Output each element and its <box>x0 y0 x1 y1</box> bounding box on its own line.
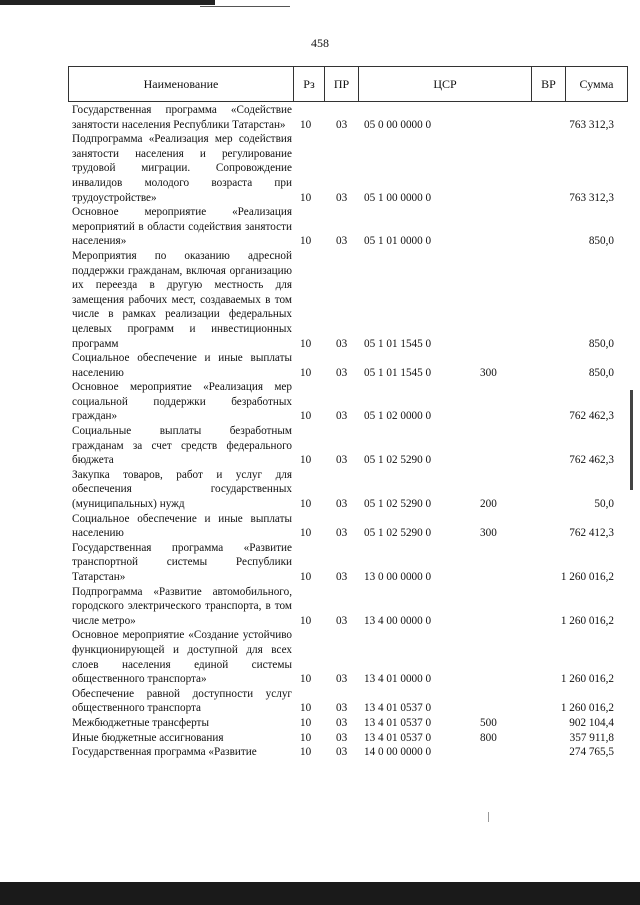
row-rz: 10 <box>300 673 312 686</box>
row-csr: 05 1 02 0000 0 <box>364 410 432 423</box>
row-sum: 762 462,3 <box>569 410 614 423</box>
row-rz: 10 <box>300 337 312 350</box>
row-csr: 13 4 01 0537 0 <box>364 716 432 729</box>
scan-border-top <box>0 0 215 5</box>
row-vr: 300 <box>480 366 497 379</box>
row-pr: 03 <box>336 673 348 686</box>
table-row <box>72 745 622 760</box>
table-row <box>72 468 622 512</box>
row-csr: 13 4 01 0000 0 <box>364 673 432 686</box>
row-vr: 800 <box>480 731 497 744</box>
row-name: Подпрограмма «Развитие автомобильного, городского электрического транспорта, в том числе метро» <box>72 585 292 627</box>
row-name: Основное мероприятие «Создание устойчиво функционирующей и доступной для всех слоев населения единой системы общественного транспорта» <box>72 629 292 686</box>
row-rz: 10 <box>300 454 312 467</box>
page-number: 458 <box>311 36 329 50</box>
row-csr: 13 4 01 0537 0 <box>364 731 432 744</box>
row-pr: 03 <box>336 191 348 204</box>
row-sum: 850,0 <box>588 235 614 248</box>
row-pr: 03 <box>336 410 348 423</box>
scan-border-right <box>630 390 633 490</box>
row-pr: 03 <box>336 702 348 715</box>
row-rz: 10 <box>300 366 312 379</box>
row-sum: 850,0 <box>588 337 614 350</box>
row-vr: 500 <box>480 716 497 729</box>
row-pr: 03 <box>336 571 348 583</box>
row-csr: 05 1 02 5290 0 <box>364 527 432 540</box>
row-name: Социальное обеспечение и иные выплаты населению <box>72 352 292 379</box>
row-name: Основное мероприятие «Реализация мероприятий в области содействия занятости населения» <box>72 206 292 248</box>
row-pr: 03 <box>336 454 348 467</box>
table-row <box>72 541 622 585</box>
row-pr: 03 <box>336 731 348 744</box>
row-name: Социальные выплаты безработным гражданам за счет средств федерального бюджета <box>72 425 292 467</box>
table-row <box>72 205 622 249</box>
row-sum: 762 462,3 <box>569 454 614 467</box>
row-csr: 14 0 00 0000 0 <box>364 746 432 759</box>
row-csr: 05 1 01 1545 0 <box>364 366 432 379</box>
row-name: Мероприятия по оказанию адресной поддержки гражданам, включая организацию их переезда в другую местность для замещения рабочих мест, создаваемых в том числе в рамках реализации федеральных целевых программ и инвестиционных программ <box>72 249 292 350</box>
row-csr: 05 1 01 0000 0 <box>364 235 432 248</box>
row-name: Иные бюджетные ассигнования <box>72 731 224 744</box>
table-row <box>72 585 622 629</box>
row-sum: 762 412,3 <box>569 527 614 540</box>
table-header <box>68 66 628 102</box>
row-csr: 05 1 00 0000 0 <box>364 191 432 204</box>
scan-border-bottom <box>0 882 640 905</box>
table-row <box>72 351 622 380</box>
row-pr: 03 <box>336 614 348 627</box>
header-name: Наименование <box>69 67 294 101</box>
row-name: Государственная программа «Развитие <box>72 746 257 759</box>
row-sum: 763 312,3 <box>569 191 614 204</box>
header-vr: ВР <box>532 67 566 101</box>
row-name: Подпрограмма «Реализация мер содействия занятости населения и регулирование трудовой миграции. Сопровождение инвалидов молодого возраста при трудоустройстве» <box>72 133 292 204</box>
row-sum: 1 260 016,2 <box>560 614 614 627</box>
row-pr: 03 <box>336 337 348 350</box>
row-rz: 10 <box>300 614 312 627</box>
table-row <box>72 716 622 731</box>
row-pr: 03 <box>336 118 348 131</box>
row-pr: 03 <box>336 366 348 379</box>
row-csr: 05 1 02 5290 0 <box>364 498 432 511</box>
row-rz: 10 <box>300 498 312 511</box>
row-name: Государственная программа «Развитие транспортной системы Республики Татарстан» <box>72 541 292 583</box>
scan-mark <box>488 812 489 822</box>
header-sum: Сумма <box>579 76 614 91</box>
row-sum: 1 260 016,2 <box>560 673 614 686</box>
table-row <box>72 380 622 424</box>
row-sum: 1 260 016,2 <box>560 571 614 583</box>
table-row <box>72 103 622 132</box>
table-row <box>72 731 622 746</box>
row-pr: 03 <box>336 716 348 729</box>
row-rz: 10 <box>300 191 312 204</box>
row-sum: 50,0 <box>594 498 614 511</box>
table-row <box>72 628 622 686</box>
table-row <box>72 424 622 468</box>
row-rz: 10 <box>300 716 312 729</box>
row-sum: 357 911,8 <box>569 731 614 744</box>
row-name: Межбюджетные трансферты <box>72 716 209 729</box>
row-name: Основное мероприятие «Реализация мер социальной поддержки безработных граждан» <box>72 381 292 423</box>
row-csr: 05 1 01 1545 0 <box>364 337 432 350</box>
row-rz: 10 <box>300 702 312 715</box>
row-rz: 10 <box>300 571 312 583</box>
row-sum: 902 104,4 <box>569 716 614 729</box>
row-name: Государственная программа «Содействие занятости населения Республики Татарстан» <box>72 104 292 131</box>
header-rz: Рз <box>294 67 325 101</box>
row-csr: 13 4 00 0000 0 <box>364 614 432 627</box>
row-rz: 10 <box>300 235 312 248</box>
row-pr: 03 <box>336 746 348 759</box>
row-csr: 05 1 02 5290 0 <box>364 454 432 467</box>
row-vr: 300 <box>480 527 497 540</box>
row-pr: 03 <box>336 498 348 511</box>
table-row <box>72 249 622 351</box>
row-rz: 10 <box>300 527 312 540</box>
row-sum: 1 260 016,2 <box>560 702 614 715</box>
row-csr: 13 0 00 0000 0 <box>364 571 432 583</box>
row-pr: 03 <box>336 527 348 540</box>
row-name: Обеспечение равной доступности услуг общественного транспорта <box>72 687 292 715</box>
table-row <box>72 512 622 541</box>
table-row <box>72 132 622 205</box>
row-rz: 10 <box>300 410 312 423</box>
row-name: Закупка товаров, работ и услуг для обеспечения государственных (муниципальных) нужд <box>72 468 292 511</box>
table-row <box>72 687 622 716</box>
row-rz: 10 <box>300 746 312 759</box>
row-rz: 10 <box>300 731 312 744</box>
row-pr: 03 <box>336 235 348 248</box>
row-vr: 200 <box>480 498 497 511</box>
row-name: Социальное обеспечение и иные выплаты населению <box>72 512 292 540</box>
row-sum: 763 312,3 <box>569 118 614 131</box>
row-rz: 10 <box>300 118 312 131</box>
row-csr: 05 0 00 0000 0 <box>364 118 432 131</box>
table-body <box>72 103 622 760</box>
header-pr: ПР <box>325 67 359 101</box>
header-csr: ЦСР <box>359 67 532 101</box>
scan-border-top-line <box>200 6 290 7</box>
row-csr: 13 4 01 0537 0 <box>364 702 432 715</box>
row-sum: 274 765,5 <box>569 746 614 759</box>
row-sum: 850,0 <box>588 366 614 379</box>
